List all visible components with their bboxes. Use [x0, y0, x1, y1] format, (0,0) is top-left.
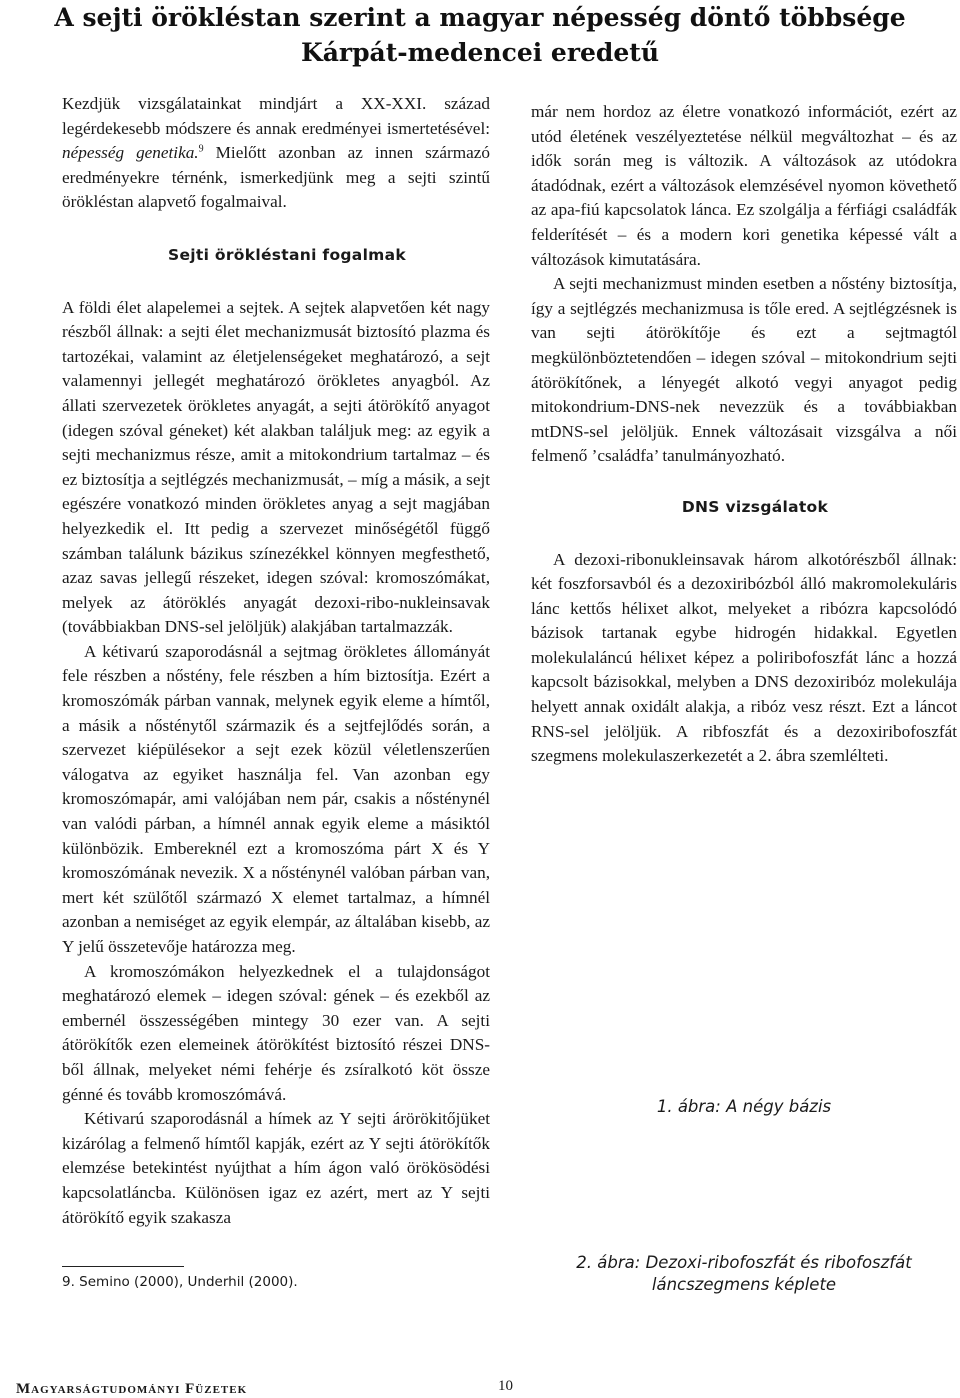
page-number: 10 [498, 1378, 513, 1394]
paragraph-5: Kétivarú szaporodásnál a hímek az Y sejti árörökitőjüket kizárólag a felmenő hímtől kapják, ezért az Y sejti átörökítők elemzése betekintést nyújthat a hím ágon való örökösödési kapcsolatláncba. Különösen igaz ez azért, mert az Y sejti átörökítő egyik szakasza [62, 1109, 490, 1227]
paragraph-2-lead: A földi élet alapelemei a sejtek. [62, 297, 284, 317]
footnote: 9. Semino (2000), Underhil (2000). [62, 1274, 298, 1290]
intro-text-a: Kezdjük vizsgálatainkat mindjárt a XX-XXI. század legérdekesebb módszere és annak eredményei ismertetésével: [62, 94, 490, 138]
intro-paragraph [62, 92, 490, 215]
intro-emphasis: népesség genetika. [62, 143, 199, 163]
intro-text-b: Mielőtt azonban az innen származó eredményekre térnénk, ismerkedjünk meg a sejti szintű örökléstan alapvető fogalmaival. [62, 143, 491, 212]
paragraph-2-rest: A sejtek alapvetően két nagy részből állnak: a sejti élet mechanizmusát biztosító plazma és tartozékai, valamint az életjelenségeket meghatározó, a sejt valamennyi jellegét meghatározó örökletes anyagból. Az állati szervezetek örökletes anyagát, a sejti átörökítő anyagot (idegen szóval géneket) két alakban találjuk meg: az egyik a sejti mechanizmus része, amit a mitokondrium tartalmaz – és ez biztosítja a sejtlégzés mechanizmusát, – míg a másik, a sejt egészére vonatkozó minden örökletes anyag a sejt magjában helyezkedik el. Itt pedig a szervezet minőségétől függő számban találunk bázikus színezékkel könnyen megfesthető, azaz savas jellegű részeket, idegen szóval: kromoszómákat, melyek az átöröklés anyagát dezoxi-ribo-nukleinsavak (továbbiakban DNS-sel jelöljük) alakjában tartalmazzák. [62, 297, 491, 637]
title-line-2: Kárpát-medencei eredetű [300, 38, 660, 67]
right-paragraph-3: A dezoxi-ribonukleinsavak három alkotórészből állnak: két foszforsavból és a dezoxiribózból álló makromolekuláris lánc kettős hélixet alkot, melyeket a ribózra kapcsolódó bázisok tartanak egybe hidrogén hidakkal. Egyetlen molekulaláncú hélixet képez a poliribofoszfát lánc a hozzá kapcsolt bázisokkal, melyben a DNS dezoxiribóz molekulája helyett annak oxidált alakja, a ribóz vesz részt. Ezt a láncot RNS-sel jelöljük. A ribfoszfát és a dezoxiribofoszfát szegmens molekulaszerkezetét a 2. ábra szemlélteti. [531, 549, 957, 766]
paragraph-4: A kromoszómákon helyezkednek el a tulajdonságot meghatározó elemek – idegen szóval: gének – és ezekből az embernél összességében mintegy 30 ezer van. A sejti átörökítők ezen elemeinek átörökítést biztosító részei DNS-ből állnak, melyeket némi fehérje és zsíralkotó köt össze génné és tovább kromoszómává. [62, 961, 490, 1104]
figure-1-caption: 1. ábra: A négy bázis [656, 1097, 832, 1116]
page-title [0, 0, 960, 70]
right-column [531, 100, 957, 769]
figure-2-caption: 2. ábra: Dezoxi-ribofoszfát és ribofoszfát láncszegmens képlete [576, 1253, 912, 1294]
footnote-marker[interactable]: 9 [198, 143, 204, 155]
left-column [62, 92, 490, 1230]
right-paragraph-1: már nem hordoz az életre vonatkozó információt, ezért az utód életének veszélyeztetése nélkül megváltozhat – és az idők során meg is változik. A változások az utódokra átadódnak, ezért a változások elemzésével nyomon követhető az apa-fiú kapcsolatok lánca. Ez szolgálja a férfiági családfák felderítését – és a modern kori genetika képessé vált a változások kimutatására. [531, 102, 957, 269]
journal-name: Magyarságtudományi Füzetek [16, 1381, 248, 1397]
paragraph-3: A kétivarú szaporodásnál a sejtmag örökletes állományát fele részben a nőstény, fele részben a hím biztosítja. Ezért a kromoszómák párban vannak, melynek egyik eleme a hímtől, a másik a nősténytől származik és a sejtfejlődés során, a szervezet kiépülésekor a sejt ezek közül véletlenszerűen válogatva az egyiket használja fel. Van azonban egy kromoszómapár, ami valójában nem pár, csakis a nősténynél van valódi párban, a hímnél annak egyik eleme a másiktól különbözik. Embereknél ezt a kromoszóma párt X és Y kromoszómának nevezik. X a nősténynél valóban párban van, mert két szülőtől származó X elemet tartalmaz, a hímnél azonban a nemiséget az egyik elempár, az általában kisebb, az Y jelű összetevője határozza meg. [62, 641, 490, 956]
paragraph-2 [62, 296, 490, 640]
right-paragraph-2: A sejti mechanizmust minden esetben a nőstény biztosítja, így a sejtlégzés mechanizmusa is tőle ered. A sejtlégzésnek is van sejti átörökítője és ezt a sejtmagtól megkülönböztetendően – idegen szóval – mitokondrium sejti átörökítőnek, a lényegét alkotó vegyi anyagot pedig mitokondrium-DNS-nek nevezzük és a továbbiakban mtDNS-sel jelöljük. Ennek változásait vizsgálva a női felmenő ’családfa’ tanulmányozható. [531, 274, 957, 466]
title-line-1: A sejti örökléstan szerint a magyar népesség döntő többsége [54, 3, 906, 32]
section-heading-right: DNS vizsgálatok [681, 497, 829, 516]
footnote-divider [62, 1266, 184, 1267]
section-heading-left: Sejti örökléstani fogalmak [168, 245, 406, 264]
